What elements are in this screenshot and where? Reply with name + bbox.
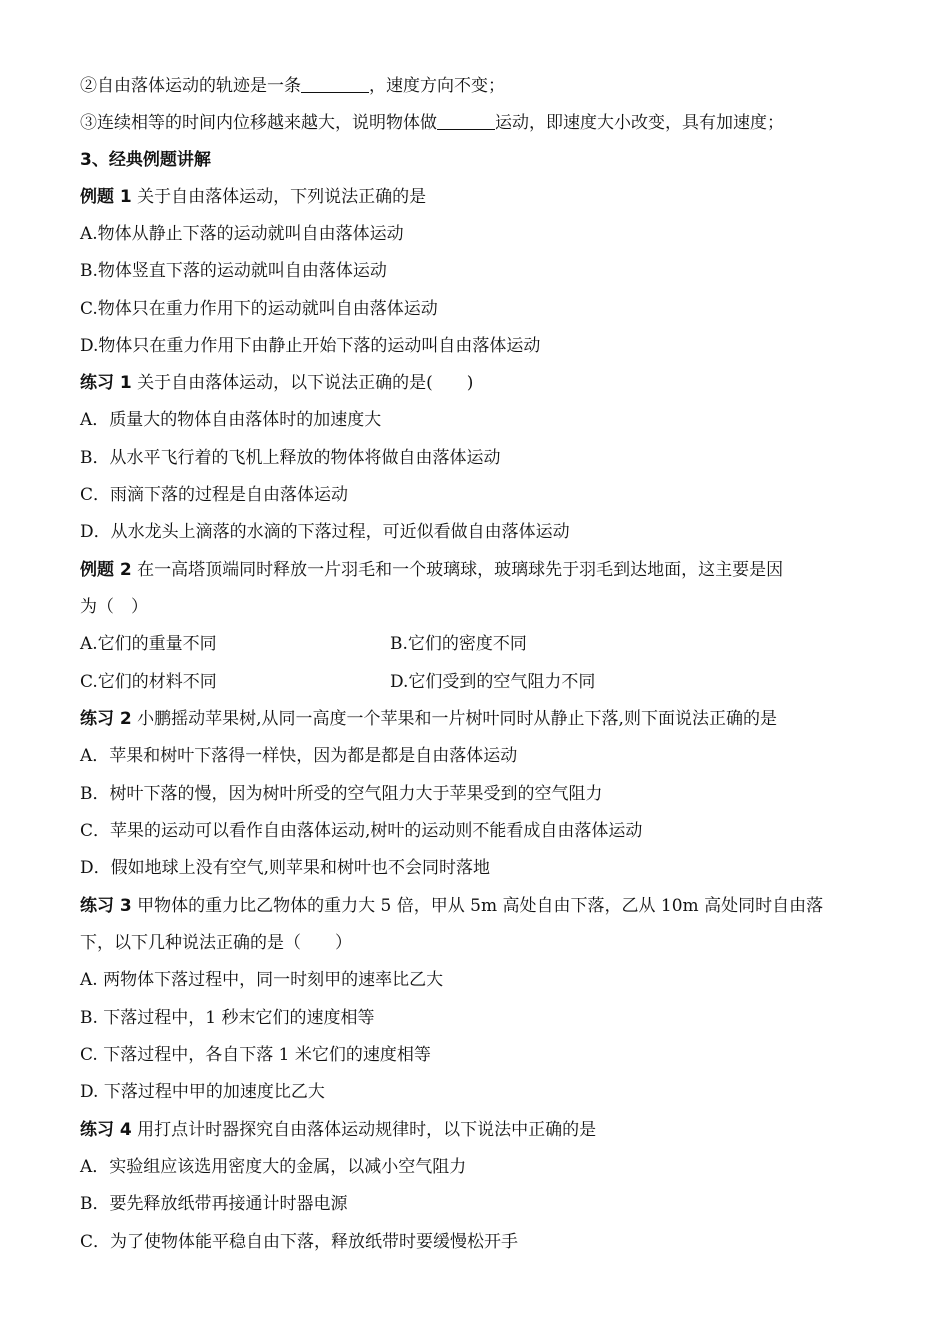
practice-2-label: 练习 2 (80, 709, 132, 729)
example-2-stem-cont: 为（ ） (80, 597, 148, 617)
section-title: 3、经典例题讲解 (80, 150, 211, 170)
practice-2-question: 小鹏摇动苹果树,从同一高度一个苹果和一片树叶同时从静止下落,则下面说法正确的是 (137, 709, 777, 729)
option: A．质量大的物体自由落体时的加速度大 (80, 410, 382, 430)
option-row (80, 632, 527, 656)
option: B.它们的密度不同 (390, 634, 527, 654)
practice-4-stem (80, 1118, 596, 1142)
option: A．苹果和树叶下落得一样快，因为都是都是自由落体运动 (80, 746, 518, 766)
option: D．假如地球上没有空气,则苹果和树叶也不会同时落地 (80, 858, 491, 878)
option: D.物体只在重力作用下由静止开始下落的运动叫自由落体运动 (80, 336, 541, 356)
option: A.物体从静止下落的运动就叫自由落体运动 (80, 224, 404, 244)
option: B．要先释放纸带再接通计时器电源 (80, 1194, 348, 1214)
example-2-label: 例题 2 (80, 560, 132, 580)
example-1-label: 例题 1 (80, 187, 132, 207)
option: A. 两物体下落过程中，同一时刻甲的速率比乙大 (80, 970, 444, 990)
option: D.它们受到的空气阻力不同 (390, 672, 596, 692)
intro-line-2 (80, 74, 505, 98)
fill-blank (437, 111, 495, 130)
option: C. 下落过程中，各自下落 1 米它们的速度相等 (80, 1045, 431, 1065)
practice-1-question: 关于自由落体运动，以下说法正确的是( ) (137, 373, 474, 393)
practice-3-stem (80, 894, 823, 918)
example-1-stem (80, 185, 426, 209)
option: B.物体竖直下落的运动就叫自由落体运动 (80, 261, 387, 281)
option: C．雨滴下落的过程是自由落体运动 (80, 485, 349, 505)
option-row (80, 670, 596, 694)
practice-3-stem-cont: 下，以下几种说法正确的是（ ） (80, 933, 352, 953)
practice-1-label: 练习 1 (80, 373, 132, 393)
practice-3-label: 练习 3 (80, 896, 132, 916)
practice-4-question: 用打点计时器探究自由落体运动规律时，以下说法中正确的是 (137, 1120, 597, 1140)
option: B．从水平飞行着的飞机上释放的物体将做自由落体运动 (80, 448, 501, 468)
intro-line-3-tail: 运动，即速度大小改变，具有加速度； (495, 113, 784, 133)
example-2-question: 在一高塔顶端同时释放一片羽毛和一个玻璃球，玻璃球先于羽毛到达地面，这主要是因 (137, 560, 784, 580)
option: C.它们的材料不同 (80, 672, 217, 692)
option: B. 下落过程中，1 秒末它们的速度相等 (80, 1008, 375, 1028)
fill-blank (301, 74, 369, 93)
example-2-stem (80, 558, 783, 582)
practice-4-label: 练习 4 (80, 1120, 132, 1140)
practice-2-stem (80, 707, 777, 731)
practice-3-question: 甲物体的重力比乙物体的重力大 5 倍，甲从 5m 高处自由下落，乙从 10m 高处同时自由落 (137, 896, 824, 916)
intro-line-3-text: ③连续相等的时间内位移越来越大，说明物体做 (80, 113, 437, 133)
option: D．从水龙头上滴落的水滴的下落过程，可近似看做自由落体运动 (80, 522, 570, 542)
option: A．实验组应该选用密度大的金属，以减小空气阻力 (80, 1157, 467, 1177)
intro-line-2-text: ②自由落体运动的轨迹是一条 (80, 76, 301, 96)
option: C．为了使物体能平稳自由下落，释放纸带时要缓慢松开手 (80, 1232, 519, 1252)
practice-1-stem (80, 371, 473, 395)
option: B．树叶下落的慢，因为树叶所受的空气阻力大于苹果受到的空气阻力 (80, 784, 603, 804)
example-1-question: 关于自由落体运动，下列说法正确的是 (137, 187, 427, 207)
intro-line-3 (80, 111, 784, 135)
option: D. 下落过程中甲的加速度比乙大 (80, 1082, 325, 1102)
intro-line-2-tail: ，速度方向不变； (369, 76, 505, 96)
option: A.它们的重量不同 (80, 634, 217, 654)
option: C．苹果的运动可以看作自由落体运动,树叶的运动则不能看成自由落体运动 (80, 821, 643, 841)
option: C.物体只在重力作用下的运动就叫自由落体运动 (80, 299, 438, 319)
